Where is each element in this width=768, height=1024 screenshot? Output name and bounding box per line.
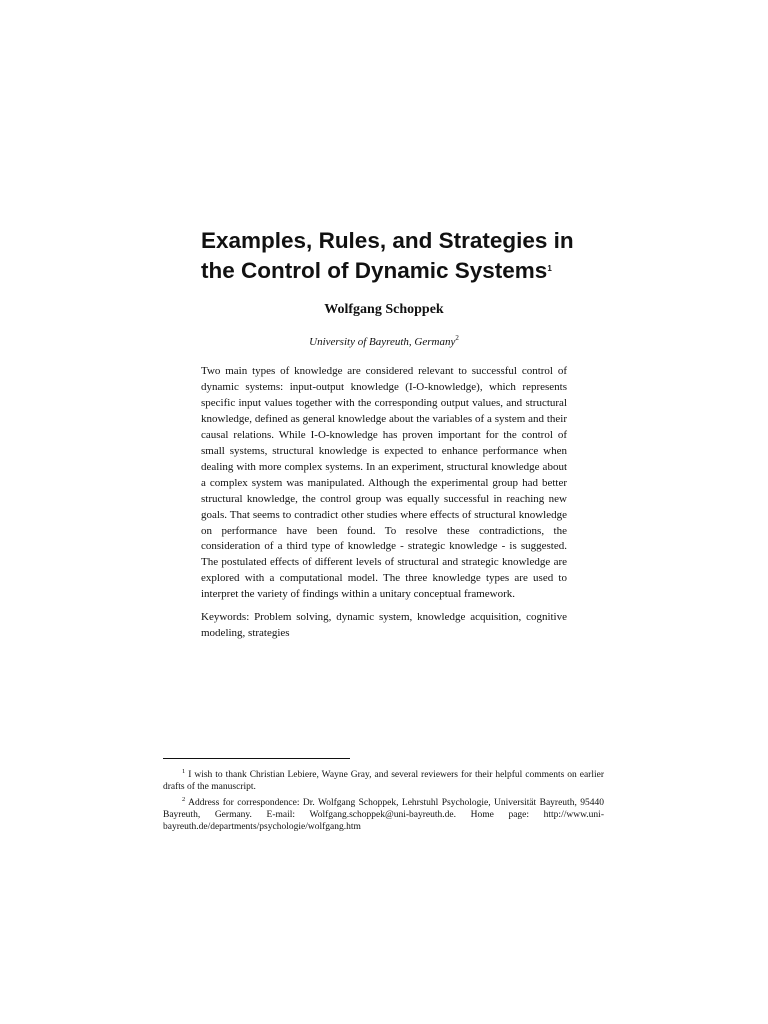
footnote-divider bbox=[163, 758, 350, 759]
title-line-2-text: the Control of Dynamic Systems bbox=[201, 258, 548, 283]
author-name: Wolfgang Schoppek bbox=[324, 302, 444, 317]
footnote-2-text: Address for correspondence: Dr. Wolfgang Schoppek, Lehrstuhl Psychologie, Universität Bayreuth, 95440 Bayreuth, Germany. E-mail: Wolfgang.schoppek@uni-bayreuth.de. Home page: http://www.uni-bayreuth.de/departments/psychologie/wolfgang.htm bbox=[163, 798, 604, 832]
title-line-2 bbox=[201, 255, 621, 285]
keywords: Keywords: Problem solving, dynamic system, knowledge acquisition, cognitive modeling, strategies bbox=[201, 611, 567, 639]
footnote-2-marker: 2 bbox=[182, 796, 186, 803]
paper-title bbox=[201, 227, 621, 285]
author-affiliation bbox=[0, 334, 768, 348]
abstract: Two main types of knowledge are considered relevant to successful control of dynamic systems: input-output knowledge (I-O-knowledge), which represents specific input values together with the corresponding output values, and structural knowledge, defined as general knowledge about the variables of a system and their causal relations. While I-O-knowledge has proven important for the control of small systems, structural knowledge is expected to enhance performance when dealing with more complex systems. In an experiment, structural knowledge about a complex system was manipulated. Although the experimental group had better structural knowledge, the control group was equally successful in reaching new goals. That seems to contradict other studies where effects of structural knowledge on performance have been found. To resolve these contradictions, the consideration of a third type of knowledge - strategic knowledge - is suggested. The postulated effects of different levels of structural and strategic knowledge are explored with a computational model. The three knowledge types are used to interpret the variety of findings within a unitary conceptual framework. bbox=[201, 365, 567, 601]
footnote-1-marker: 1 bbox=[182, 768, 186, 775]
title-line-1: Examples, Rules, and Strategies in bbox=[201, 228, 574, 253]
affiliation-text: University of Bayreuth, Germany bbox=[309, 336, 456, 348]
title-footnote-marker: 1 bbox=[547, 264, 552, 273]
footnote-1 bbox=[163, 766, 604, 793]
footnote-1-text: I wish to thank Christian Lebiere, Wayne Gray, and several reviewers for their helpful comments on earlier drafts of the manuscript. bbox=[163, 770, 604, 792]
affiliation-footnote-marker: 2 bbox=[455, 334, 459, 342]
footnote-2 bbox=[163, 794, 604, 833]
